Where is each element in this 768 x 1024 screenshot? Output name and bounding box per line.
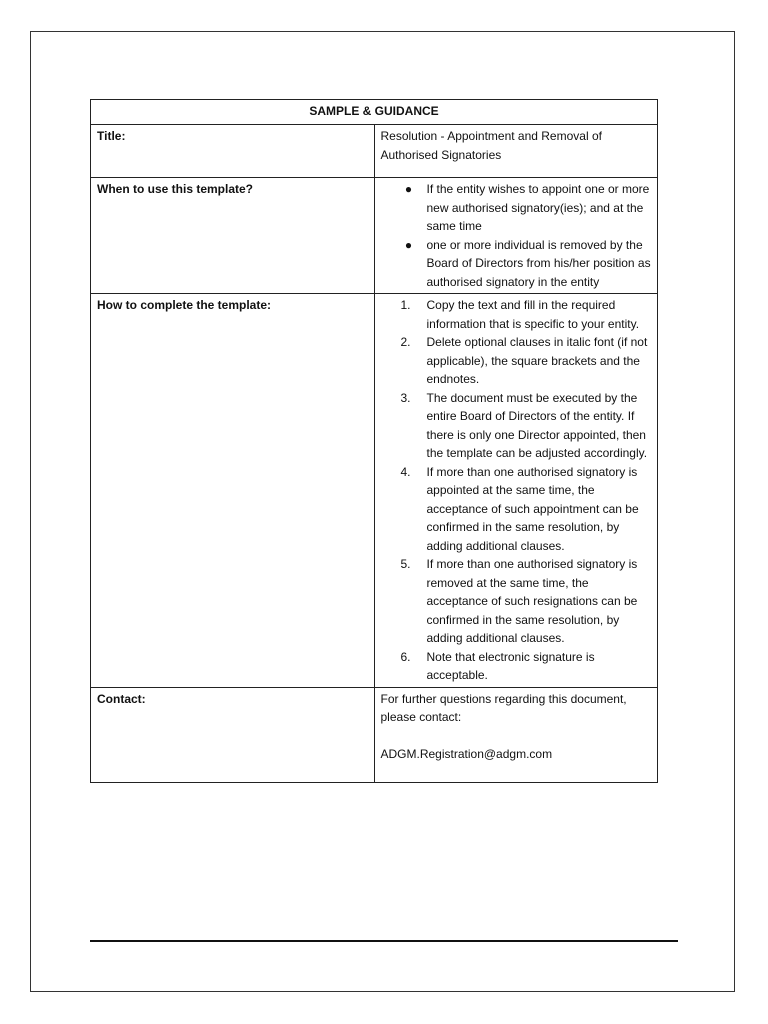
list-item	[381, 296, 652, 333]
footer-divider	[90, 940, 678, 942]
list-item	[381, 389, 652, 463]
contact-intro: For further questions regarding this document, please contact:	[380, 691, 627, 724]
title-value: Resolution - Appointment and Removal of Authorised Signatories	[374, 125, 658, 178]
step-text: If more than one authorised signatory is appointed at the same time, the acceptance of such appointment can be confirmed in the same resolution, by adding additional clauses.	[426, 464, 639, 553]
contact-value	[374, 687, 658, 782]
when-row	[91, 178, 658, 294]
step-text: The document must be executed by the entire Board of Directors of the entity. If there is only one Director appointed, then the template can be adjusted accordingly.	[426, 390, 648, 460]
list-item	[381, 236, 652, 292]
how-value	[374, 294, 658, 688]
step-number: 3.	[400, 390, 411, 405]
when-bullet-list	[381, 180, 652, 291]
contact-label: Contact:	[91, 687, 375, 782]
how-label: How to complete the template:	[91, 294, 375, 688]
guidance-table	[90, 99, 658, 783]
step-text: If more than one authorised signatory is removed at the same time, the acceptance of such resignations can be confirmed in the same resolution, by adding additional clauses.	[426, 557, 638, 645]
table-header-row	[91, 100, 658, 125]
when-value	[374, 178, 658, 294]
when-label: When to use this template?	[91, 178, 375, 294]
title-row	[91, 125, 658, 178]
list-item	[381, 648, 652, 685]
how-step-list	[381, 296, 652, 685]
bullet-icon: ●	[404, 237, 413, 252]
list-item	[381, 555, 652, 648]
list-item	[381, 180, 652, 236]
step-text: Delete optional clauses in italic font (if not applicable), the square brackets and the endnotes.	[426, 335, 648, 386]
contact-email[interactable]: ADGM.Registration@adgm.com	[380, 746, 553, 761]
step-number: 2.	[400, 335, 411, 349]
bullet-text: If the entity wishes to appoint one or more new authorised signatory(ies); and at the same time	[426, 182, 650, 233]
list-item	[381, 463, 652, 556]
step-number: 5.	[400, 557, 411, 571]
title-label: Title:	[91, 125, 375, 178]
bullet-text: one or more individual is removed by the Board of Directors from his/her position as authorised signatory in the entity	[426, 237, 651, 289]
step-text: Note that electronic signature is acceptable.	[426, 649, 595, 682]
contact-row	[91, 687, 658, 782]
how-row	[91, 294, 658, 688]
bullet-icon: ●	[404, 182, 413, 196]
step-number: 1.	[400, 298, 411, 312]
table-header: SAMPLE & GUIDANCE	[91, 100, 658, 125]
list-item	[381, 333, 652, 389]
step-text: Copy the text and fill in the required information that is specific to your entity.	[426, 298, 640, 331]
step-number: 4.	[400, 464, 411, 479]
step-number: 6.	[400, 649, 411, 664]
